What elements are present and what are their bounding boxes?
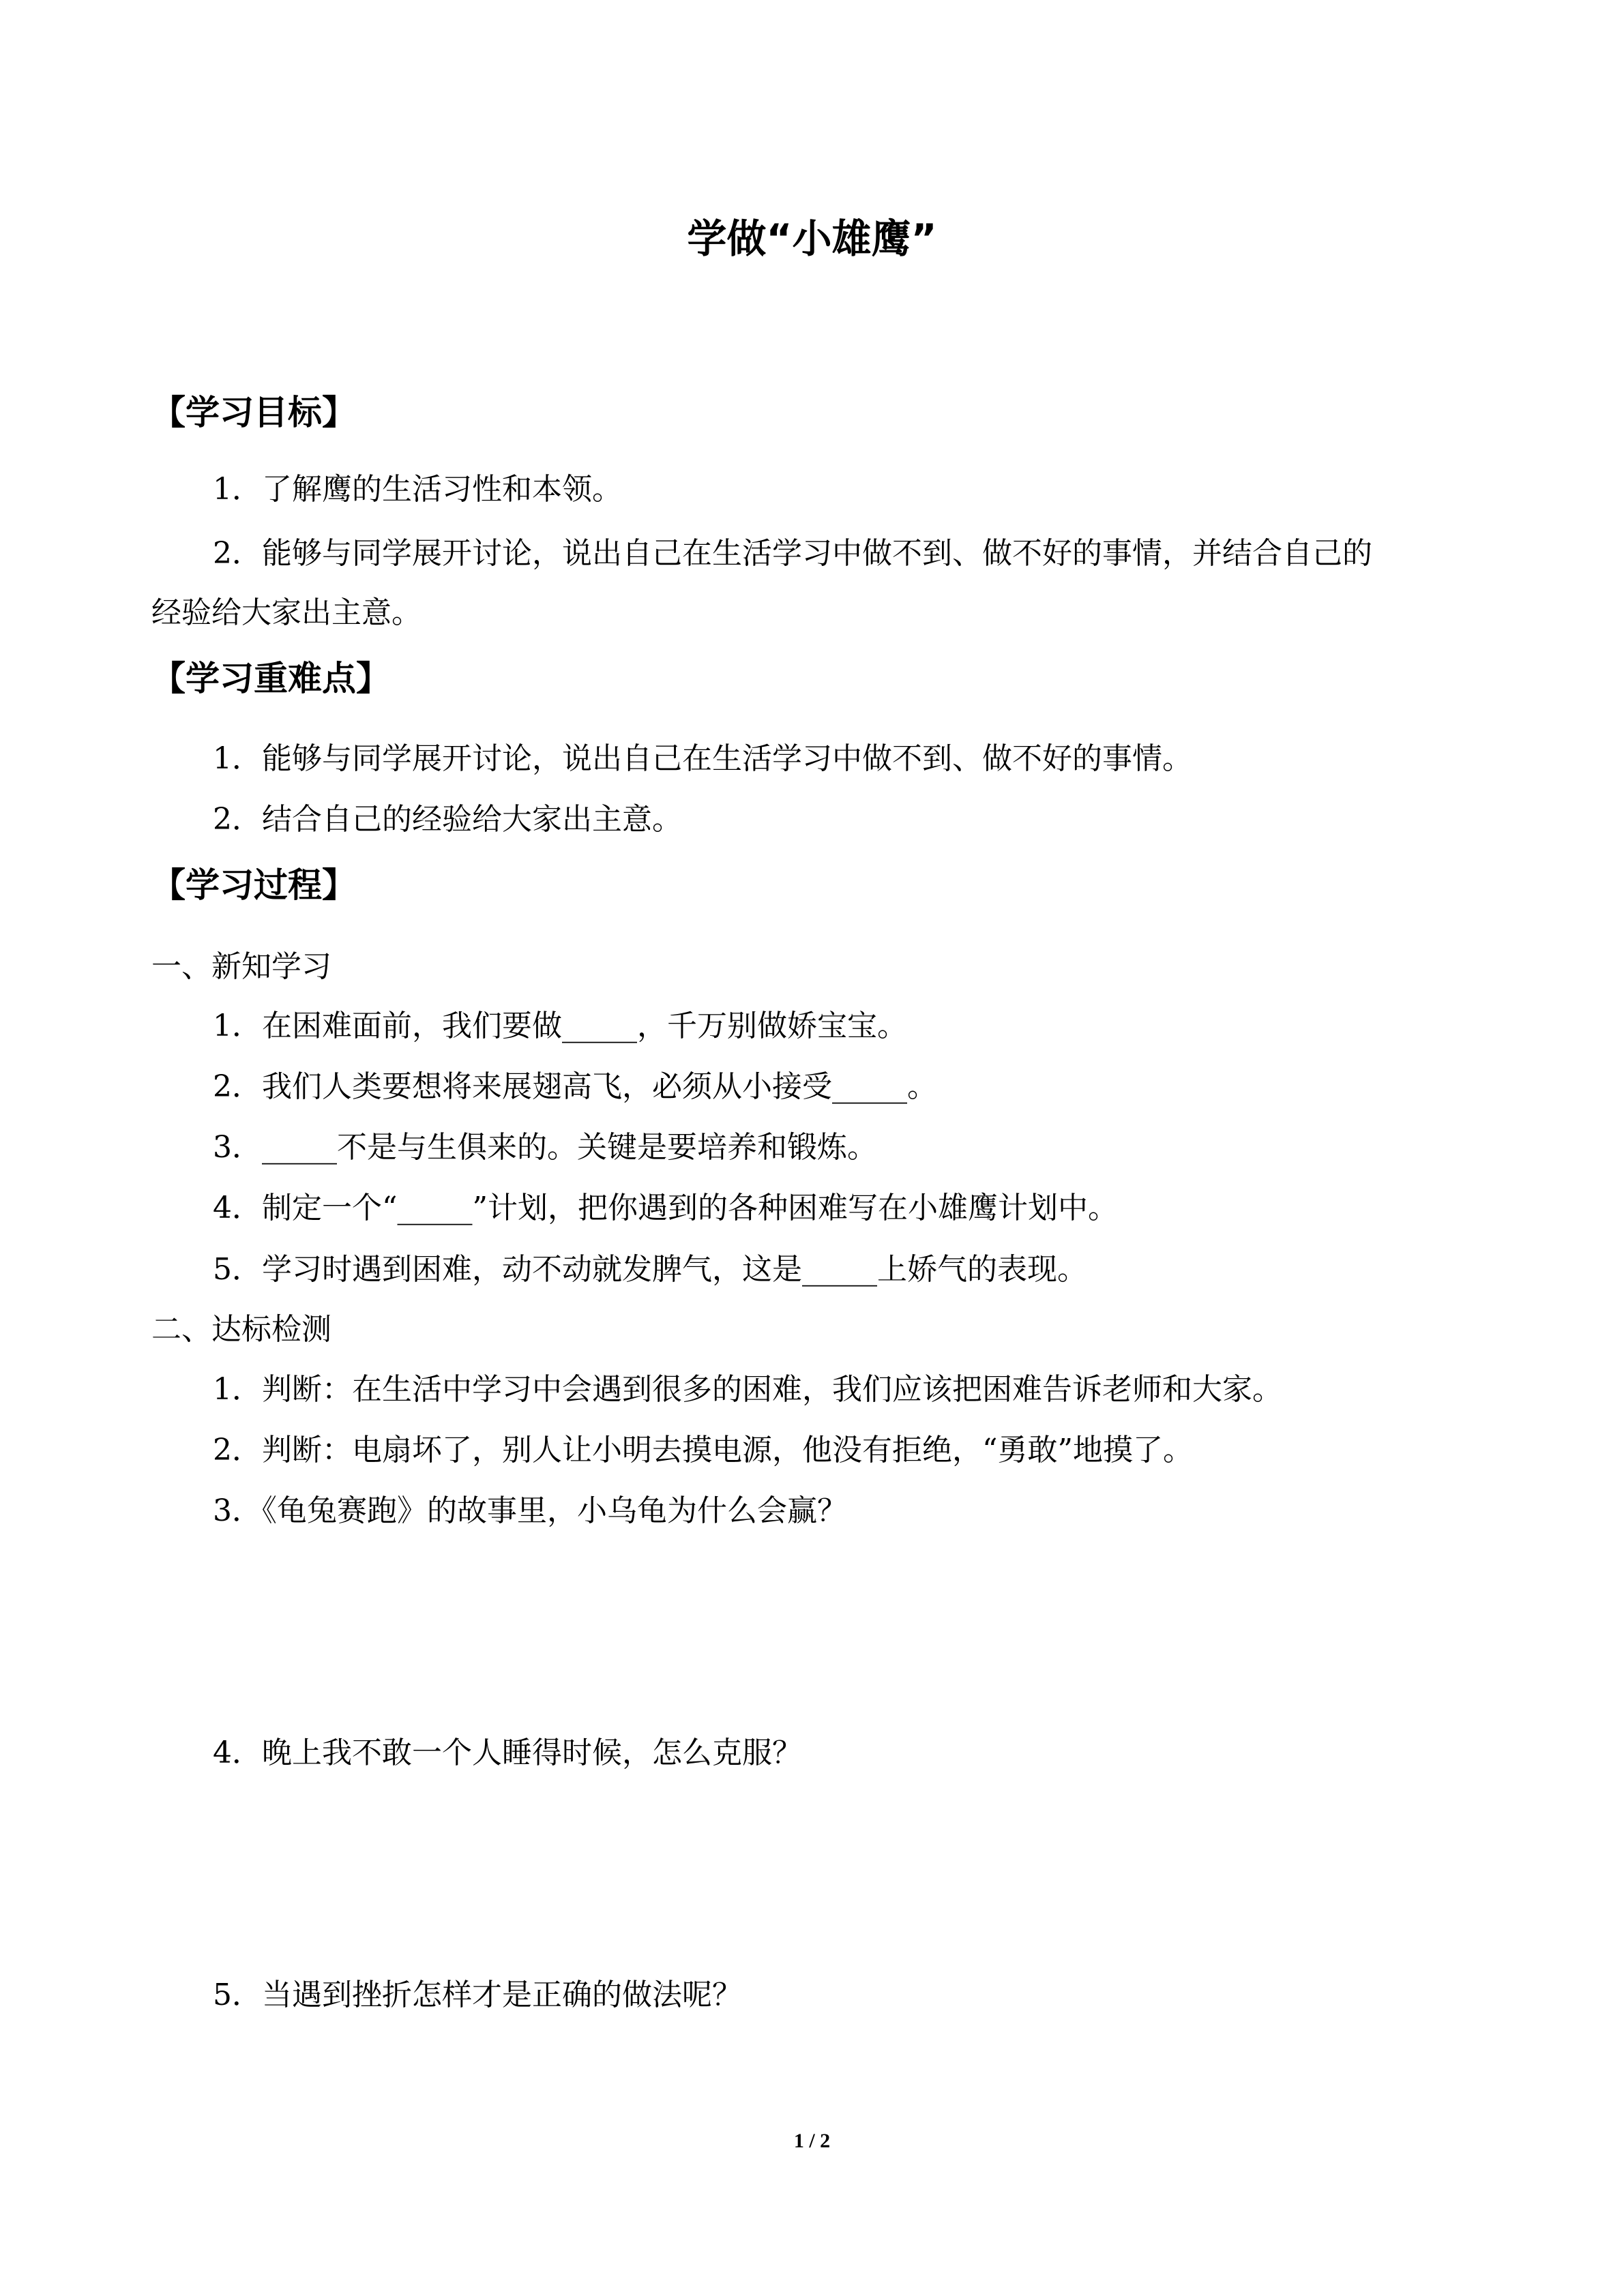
heading-learning-goals: 【学习目标】 bbox=[151, 393, 356, 432]
page-number: 1 / 2 bbox=[793, 2130, 831, 2152]
goal-item-2-continued: 经验给大家出主意。 bbox=[151, 595, 422, 630]
assessment-item-2: 2．判断：电扇坏了，别人让小明去摸电源，他没有拒绝，“勇敢”地摸了。 bbox=[213, 1433, 1193, 1467]
fill-blank-item-5: 5．学习时遇到困难，动不动就发脾气，这是_____上娇气的表现。 bbox=[213, 1252, 1087, 1287]
fill-blank-item-1: 1．在困难面前，我们要做_____，千万别做娇宝宝。 bbox=[213, 1009, 907, 1043]
heading-key-points: 【学习重难点】 bbox=[151, 659, 390, 698]
page-title: 学做“小雄鹰” bbox=[687, 215, 937, 262]
assessment-item-4: 4．晚上我不敢一个人睡得时候，怎么克服？ bbox=[213, 1735, 802, 1770]
goal-item-2: 2．能够与同学展开讨论，说出自己在生活学习中做不到、做不好的事情，并结合自己的 bbox=[213, 536, 1372, 571]
section-assessment: 二、达标检测 bbox=[151, 1312, 331, 1347]
fill-blank-item-3: 3．_____不是与生俱来的。关键是要培养和锻炼。 bbox=[213, 1130, 877, 1165]
assessment-item-1: 1．判断：在生活中学习中会遇到很多的困难，我们应该把困难告诉老师和大家。 bbox=[213, 1372, 1282, 1407]
fill-blank-item-4: 4．制定一个“_____”计划，把你遇到的各种困难写在小雄鹰计划中。 bbox=[213, 1191, 1118, 1225]
assessment-item-3: 3．《龟兔赛跑》的故事里，小乌龟为什么会赢？ bbox=[213, 1493, 847, 1528]
keypoint-item-2: 2．结合自己的经验给大家出主意。 bbox=[213, 802, 682, 837]
goal-item-1: 1．了解鹰的生活习性和本领。 bbox=[213, 472, 622, 507]
assessment-item-5: 5．当遇到挫折怎样才是正确的做法呢？ bbox=[213, 1978, 742, 2012]
keypoint-item-1: 1．能够与同学展开讨论，说出自己在生活学习中做不到、做不好的事情。 bbox=[213, 741, 1192, 776]
section-new-knowledge: 一、新知学习 bbox=[151, 949, 331, 984]
heading-learning-process: 【学习过程】 bbox=[151, 865, 356, 905]
fill-blank-item-2: 2．我们人类要想将来展翅高飞，必须从小接受_____。 bbox=[213, 1069, 937, 1104]
